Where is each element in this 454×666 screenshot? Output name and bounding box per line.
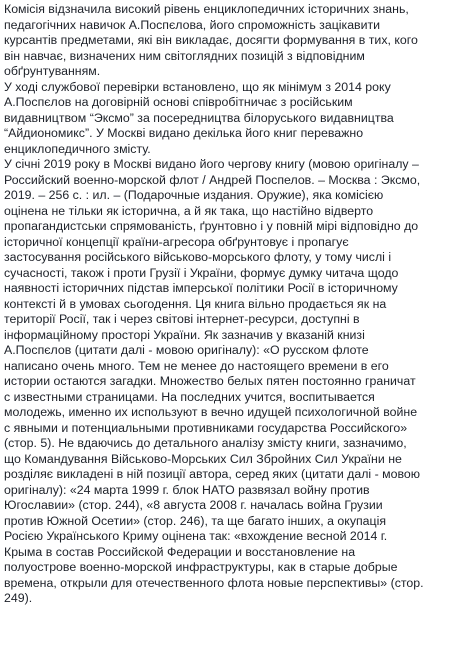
- paragraph-book-analysis: У січні 2019 року в Москві видано його чергову книгу (мовою оригіналу – Российский военно-морской флот / Андрей Поспелов. – Москва : Эксмо, 2019. – 256 с. : ил. – (Подарочные издания. Оружие), яка комісією оцінена не тільки як історична, а й як така, що настійно відверто пропагандистськи спрямованість, ґрунтовно і у повній мірі відповідно до історичної концепції країни-агресора обґрунтовує і пропагує застосування російського військово-морського флоту, у тому числі і сучасності, також і проти Грузії і України, формує думку читача щодо наявності історичних підстав імперської політики Росії в історичному контексті й в умовах сьогодення. Ця книга вільно продається як на території Росії, так і через світові інтернет-ресурси, доступні в інформаційному просторі України. Як зазначив у вказаній книзі А.Поспєлов (цитати далі - мовою оригіналу): «О русском флоте написано очень много. Тем не менее до настоящего времени в его истории остаются загадки. Множество белых пятен постоянно граничат с известными страницами. На последних учится, воспитывается молодежь, именно их используют в вечно идущей психологичной войне с явными и потенциальными противниками государства Российского» (стор. 5). Не вдаючись до детального аналізу змісту книги, зазначимо, що Командування Військово-Морських Сил Збройних Сил України не розділяє викладені в ній позиції автора, серед яких (цитати далі - мовою оригіналу): «24 марта 1999 г. блок НАТО развязал войну против Югославии» (стор. 244), «8 августа 2008 г. началась война Грузии против Южной Осетии» (стор. 246), та ще багато інших, а окупація Росією Українського Криму оцінена так: «вхождение весной 2014 г. Крыма в состав Российской Федерации и восстановление на полуострове военно-морской инфраструктуры, как в старые добрые времена, открыли для отечественного флота новые перспективы» (стор. 249).: [4, 157, 424, 605]
- paragraph-commission-assessment: Комісія відзначила високий рівень енциклопедичних історичних знань, педагогічних навичок А.Поспєлова, його спроможність зацікавити курсантів предметами, які він викладає, досягти формування в тих, кого він навчає, визначених ним світоглядних позицій з відповідним обґрунтуванням.: [4, 2, 418, 78]
- paragraph-service-inspection: У ході службової перевірки встановлено, що як мінімум з 2014 року А.Поспєлов на договірній основі співробітничає з російським видавництвом “Эксмо” за посередництва білоруського видавництва “Айдиономикс”. У Москві видано декілька його книг переважно енциклопедичного змісту.: [4, 79, 394, 156]
